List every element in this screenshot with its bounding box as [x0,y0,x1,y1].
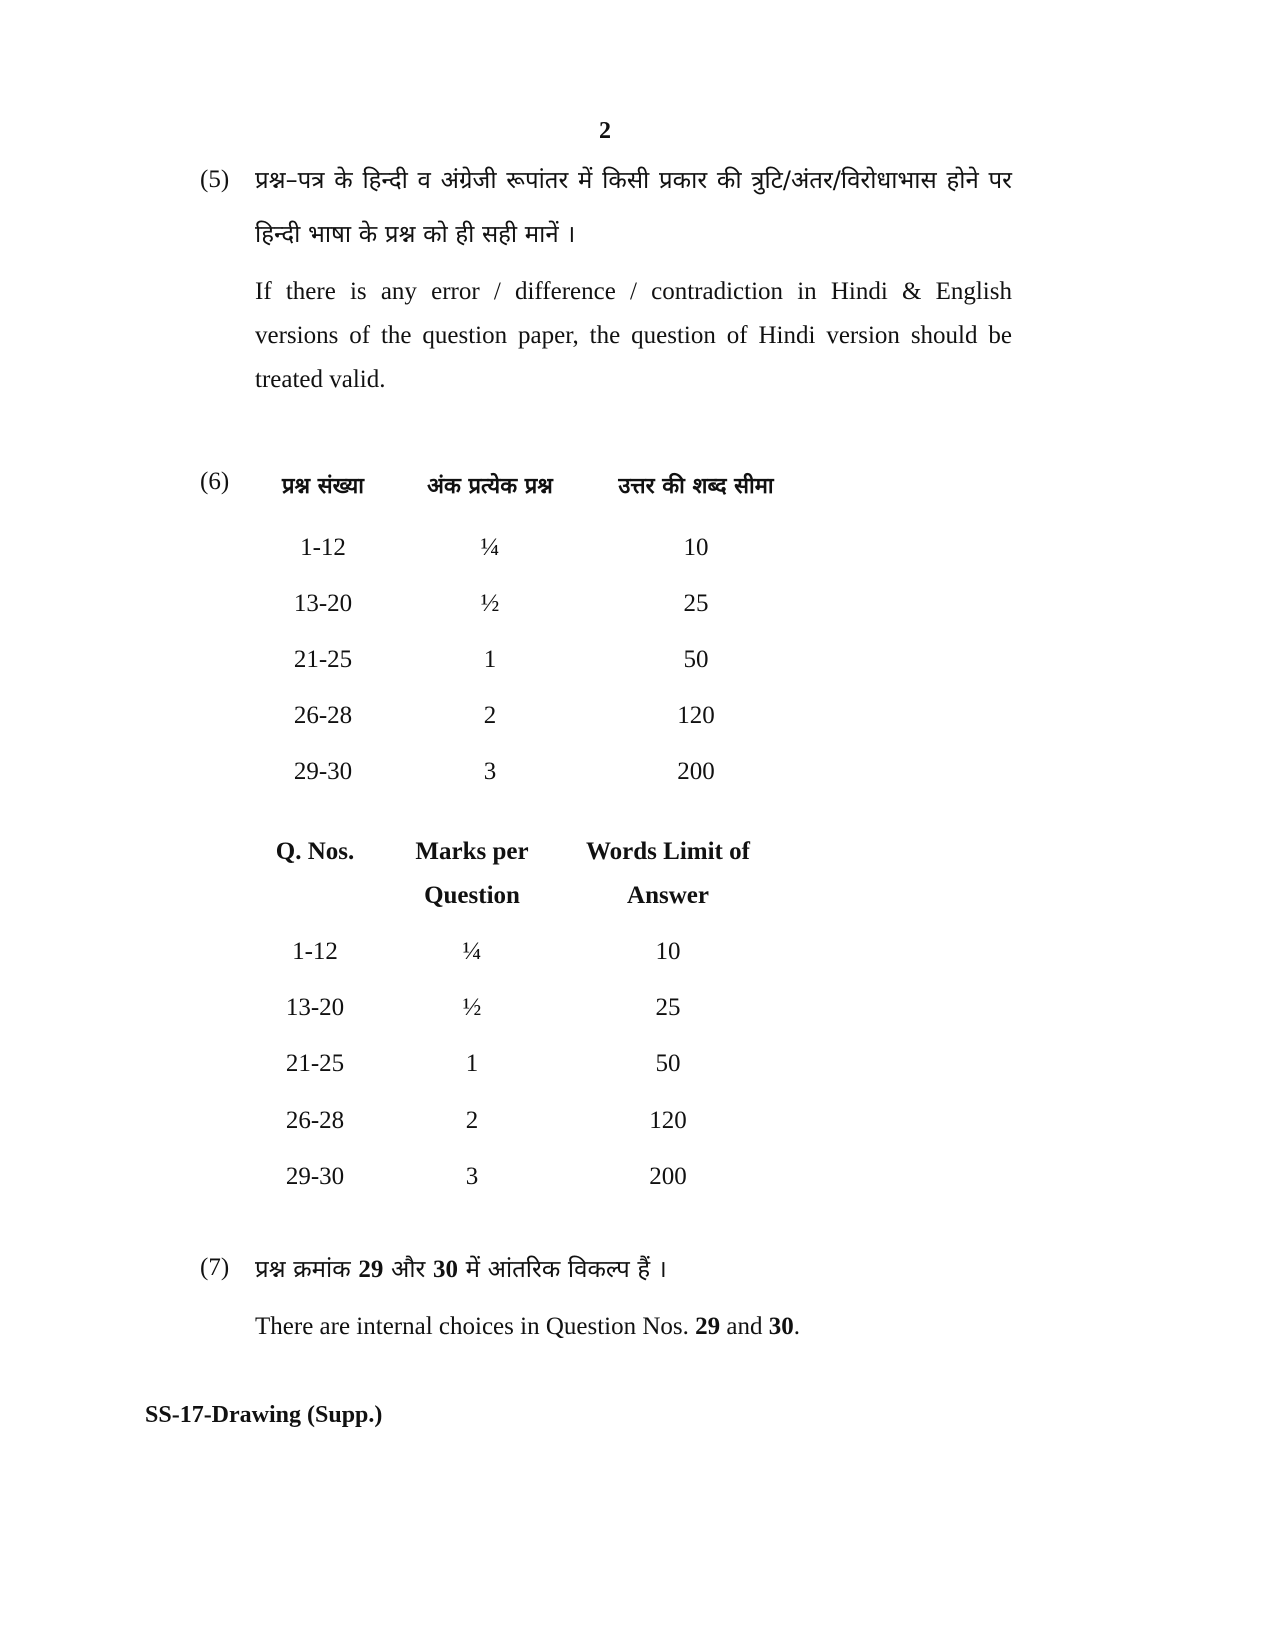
hindi-cell: 29-30 [293,758,353,785]
english-cell: 26-28 [285,1107,345,1134]
hindi-cell: 10 [683,534,709,561]
english-header-marks-line-1: Marks per [415,838,529,865]
english-header-words-line-2: Answer [627,882,709,909]
hindi-cell: 3 [483,758,497,785]
footer-paper-code: SS-17-Drawing (Supp.) [145,1402,383,1428]
english-cell: 10 [655,938,681,965]
hindi-cell: 1-12 [300,534,346,561]
english-header-marks-line-2: Question [424,882,520,909]
page-number: 2 [599,118,611,144]
hindi-cell: 1 [483,646,497,673]
hindi-cell: 21-25 [293,646,353,673]
english-cell: ¼ [462,938,482,965]
hindi-header-qnos: प्रश्न संख्या [282,474,364,499]
english-cell: 1-12 [292,938,338,965]
hindi-cell: ¼ [480,534,500,561]
item-7-number: (7) [200,1254,230,1281]
english-header-qnos: Q. Nos. [275,838,355,865]
item-7-hindi: प्रश्न क्रमांक 29 और 30 में आंतरिक विकल्प हैं । [255,1255,667,1283]
english-cell: 3 [465,1163,479,1190]
english-cell: 29-30 [285,1163,345,1190]
hindi-cell: 120 [677,702,715,729]
hindi-cell: 13-20 [293,590,353,617]
hindi-cell: 200 [677,758,715,785]
english-cell: ½ [462,994,482,1021]
item-7-english: There are internal choices in Question Nos. 29 and 30. [255,1313,800,1340]
english-cell: 2 [465,1107,479,1134]
item-6-number: (6) [200,468,230,495]
item-5-hindi-line-1: प्रश्न–पत्र के हिन्दी व अंग्रेजी रूपांतर में किसी प्रकार की त्रुटि/अंतर/विरोधाभास होने पर [255,166,1012,194]
hindi-cell: 25 [683,590,709,617]
english-cell: 1 [465,1050,479,1077]
hindi-cell: 26-28 [293,702,353,729]
item-5-number: (5) [200,166,230,193]
english-cell: 25 [655,994,681,1021]
item-5-hindi-line-2: हिन्दी भाषा के प्रश्न को ही सही मानें । [255,220,576,248]
english-cell: 200 [649,1163,687,1190]
english-header-words-line-1: Words Limit of [586,838,750,865]
english-cell: 50 [655,1050,681,1077]
hindi-cell: 50 [683,646,709,673]
item-5-english-line-1: If there is any error / difference / contradiction in Hindi & English [255,278,1012,305]
english-cell: 13-20 [285,994,345,1021]
english-cell: 120 [649,1107,687,1134]
item-5-english-line-3: treated valid. [255,366,386,393]
english-cell: 21-25 [285,1050,345,1077]
hindi-header-words: उत्तर की शब्द सीमा [618,474,774,499]
hindi-cell: 2 [483,702,497,729]
hindi-header-marks: अंक प्रत्येक प्रश्न [427,474,553,499]
item-5-english-line-2: versions of the question paper, the question of Hindi version should be [255,322,1012,349]
hindi-cell: ½ [480,590,500,617]
